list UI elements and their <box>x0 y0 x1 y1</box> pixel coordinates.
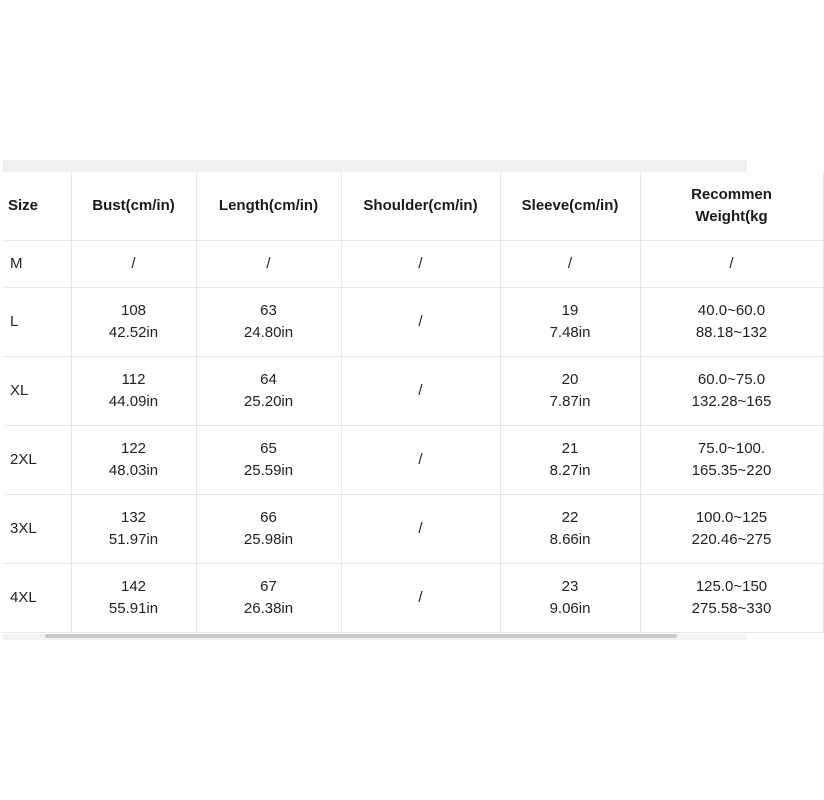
cell-size: XL <box>3 357 71 426</box>
cell-sleeve <box>500 357 640 426</box>
cell-in: 26.38in <box>243 600 294 617</box>
horizontal-scrollbar[interactable] <box>3 634 747 640</box>
cell-kg: 60.0~75.0 <box>697 371 766 388</box>
size-chart-viewport[interactable] <box>3 160 772 640</box>
cell-shoulder: / <box>341 564 500 633</box>
cell-length <box>196 288 341 357</box>
cell-weight <box>640 564 823 633</box>
table-row <box>3 495 823 564</box>
cell-lb: 88.18~132 <box>695 324 768 341</box>
cell-bust: / <box>71 241 196 288</box>
cell-size: L <box>3 288 71 357</box>
cell-lb: 132.28~165 <box>691 393 772 410</box>
cell-cm: 112 <box>121 371 146 388</box>
cell-kg: 75.0~100. <box>697 440 766 457</box>
table-row <box>3 357 823 426</box>
cell-in: 9.06in <box>549 600 591 617</box>
cell-in: 8.27in <box>549 462 591 479</box>
header-bust: Bust(cm/in) <box>71 172 196 241</box>
cell-lb: 275.58~330 <box>691 600 772 617</box>
header-shoulder: Shoulder(cm/in) <box>341 172 500 241</box>
cell-cm: 63 <box>260 302 277 319</box>
cell-size: M <box>3 241 71 288</box>
table-header-row <box>3 172 823 241</box>
cell-shoulder: / <box>341 241 500 288</box>
cell-weight: / <box>640 241 823 288</box>
header-size: Size <box>3 172 71 241</box>
cell-length <box>196 426 341 495</box>
cell-cm: 21 <box>561 440 579 457</box>
cell-in: 7.48in <box>549 324 591 341</box>
cell-bust <box>71 426 196 495</box>
header-recommended-line2: Weight(kg <box>695 208 768 225</box>
cell-length <box>196 564 341 633</box>
cell-lb: 165.35~220 <box>691 462 772 479</box>
cell-cm: 67 <box>260 578 277 595</box>
cell-kg: 100.0~125 <box>695 509 768 526</box>
cell-cm: 20 <box>561 371 579 388</box>
cell-bust <box>71 288 196 357</box>
cell-cm: 66 <box>260 509 277 526</box>
cell-size: 4XL <box>3 564 71 633</box>
cell-cm: 108 <box>120 302 147 319</box>
cell-weight <box>640 495 823 564</box>
cell-in: 25.98in <box>243 531 294 548</box>
cell-in: 25.59in <box>243 462 294 479</box>
table-row <box>3 564 823 633</box>
cell-sleeve <box>500 288 640 357</box>
cell-weight <box>640 288 823 357</box>
table-top-strip <box>3 160 747 172</box>
cell-in: 44.09in <box>108 393 159 410</box>
cell-in: 55.91in <box>108 600 159 617</box>
cell-weight <box>640 357 823 426</box>
size-chart-table <box>3 172 824 633</box>
cell-cm: 64 <box>260 371 277 388</box>
cell-weight <box>640 426 823 495</box>
cell-size: 2XL <box>3 426 71 495</box>
table-row <box>3 426 823 495</box>
cell-length <box>196 357 341 426</box>
cell-bust <box>71 357 196 426</box>
cell-in: 8.66in <box>549 531 591 548</box>
cell-sleeve: / <box>500 241 640 288</box>
cell-shoulder: / <box>341 288 500 357</box>
header-sleeve: Sleeve(cm/in) <box>500 172 640 241</box>
cell-shoulder: / <box>341 495 500 564</box>
cell-sleeve <box>500 495 640 564</box>
cell-cm: 142 <box>120 578 147 595</box>
cell-in: 7.87in <box>549 393 591 410</box>
cell-in: 42.52in <box>108 324 159 341</box>
cell-cm: 122 <box>120 440 147 457</box>
cell-kg: 40.0~60.0 <box>697 302 766 319</box>
table-row <box>3 241 823 288</box>
cell-lb: 220.46~275 <box>691 531 772 548</box>
table-row <box>3 288 823 357</box>
header-recommended-line1: Recommen <box>691 186 772 203</box>
cell-bust <box>71 564 196 633</box>
cell-sleeve <box>500 564 640 633</box>
cell-cm: 22 <box>561 509 579 526</box>
cell-in: 48.03in <box>108 462 159 479</box>
header-length: Length(cm/in) <box>196 172 341 241</box>
cell-sleeve <box>500 426 640 495</box>
cell-in: 24.80in <box>243 324 294 341</box>
cell-cm: 65 <box>260 440 277 457</box>
cell-size: 3XL <box>3 495 71 564</box>
cell-in: 51.97in <box>108 531 159 548</box>
cell-cm: 23 <box>561 578 579 595</box>
header-recommended-weight <box>640 172 823 241</box>
cell-length <box>196 495 341 564</box>
cell-bust <box>71 495 196 564</box>
cell-kg: 125.0~150 <box>695 578 768 595</box>
cell-shoulder: / <box>341 357 500 426</box>
cell-cm: 132 <box>120 509 147 526</box>
cell-cm: 19 <box>561 302 579 319</box>
cell-shoulder: / <box>341 426 500 495</box>
scrollbar-thumb[interactable] <box>45 634 677 638</box>
cell-in: 25.20in <box>243 393 294 410</box>
cell-length: / <box>196 241 341 288</box>
